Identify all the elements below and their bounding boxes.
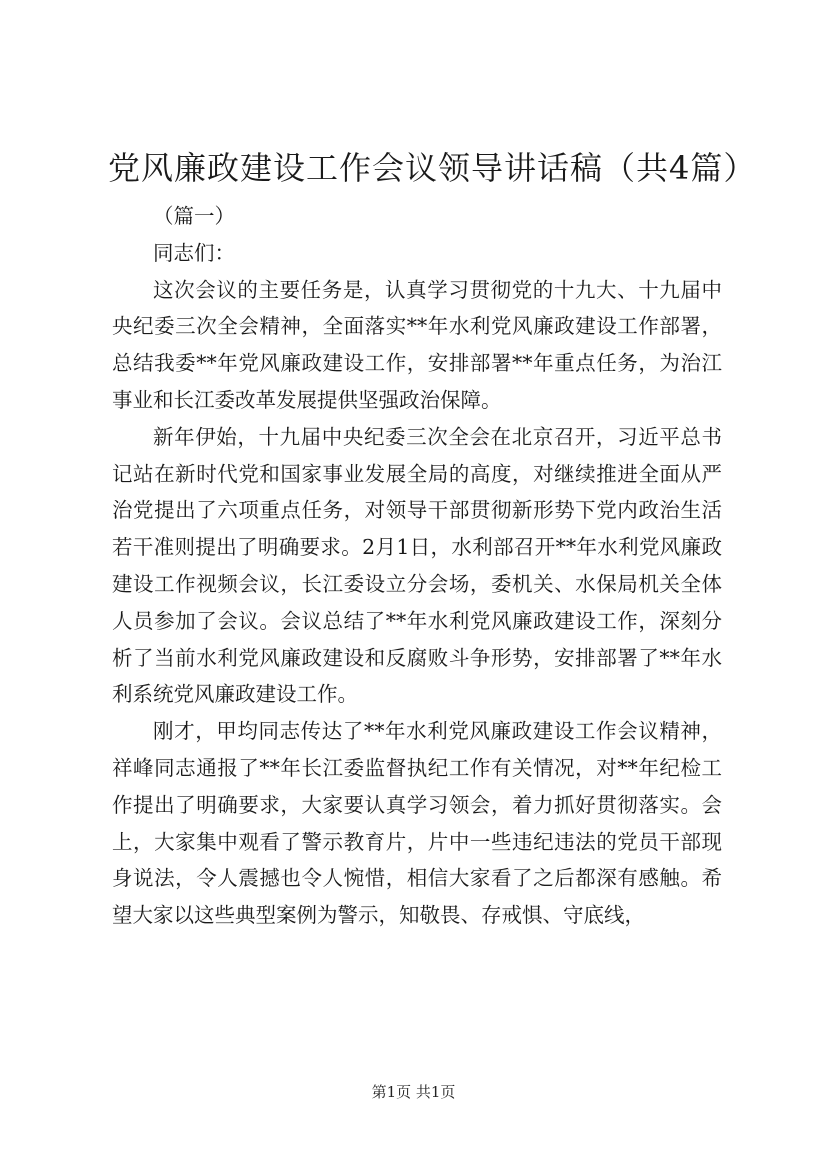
salutation: 同志们： [153, 240, 235, 265]
paragraph-3: 刚才，甲均同志传达了**年水利党风廉政建设工作会议精神，祥峰同志通报了**年长江委监督执纪工作有关情况，对**年纪检工作提出了明确要求，大家要认真学习领会，着力抓好贯彻落实。会上，大家集中观看了警示教育片，片中一些违纪违法的党员干部现身说法，令人震撼也令人惋惜，相信大家看了之后都深有感触。希望大家以这些典型案例为警示，知敬畏、存戒惧、守底线， [112, 719, 722, 928]
paragraph-1: 这次会议的主要任务是，认真学习贯彻党的十九大、十九届中央纪委三次全会精神，全面落实**年水利党风廉政建设工作部署，总结我委**年党风廉政建设工作，安排部署**年重点任务，为治江事业和长江委改革发展提供坚强政治保障。 [112, 277, 722, 412]
document-body [112, 198, 722, 934]
paragraph-2: 新年伊始，十九届中央纪委三次全会在北京召开，习近平总书记站在新时代党和国家事业发展全局的高度，对继续推进全面从严治党提出了六项重点任务，对领导干部贯彻新形势下党内政治生活若干准则提出了明确要求。2月1日，水利部召开**年水利党风廉政建设工作视频会议，长江委设立分会场，委机关、水保局机关全体人员参加了会议。会议总结了**年水利党风廉政建设工作，深刻分析了当前水利党风廉政建设和反腐败斗争形势，安排部署了**年水利系统党风廉政建设工作。 [112, 424, 722, 707]
page-footer: 第1页 共1页 [371, 1083, 456, 1101]
document-title: 党风廉政建设工作会议领导讲话稿（共4篇） [108, 149, 757, 187]
section-label: （篇一） [153, 204, 235, 228]
